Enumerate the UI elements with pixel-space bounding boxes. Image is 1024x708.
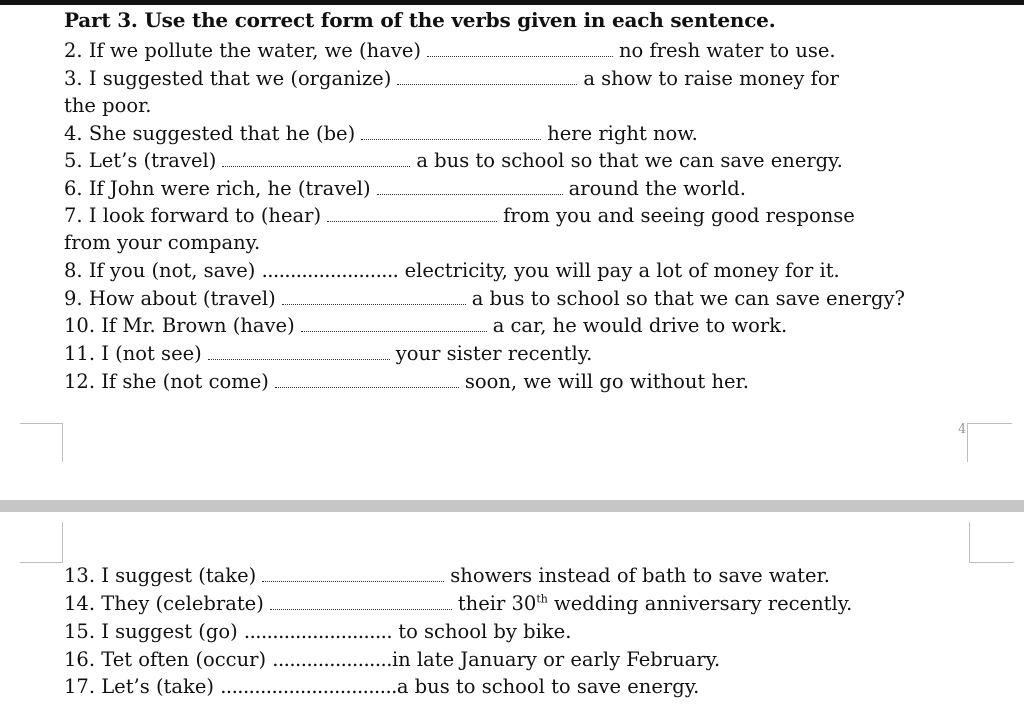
answer-blank[interactable]	[301, 330, 487, 332]
question-item: 4. She suggested that he (be) here right now.	[64, 122, 698, 145]
exercise-title: Part 3. Use the correct form of the verbs given in each sentence.	[64, 8, 776, 32]
margin-corner-mark	[20, 522, 63, 563]
answer-blank[interactable]	[327, 220, 497, 222]
page-number: 4	[958, 422, 967, 437]
question-item: 8. If you (not, save) ........................ electricity, you will pay a lot of money for it.	[64, 259, 840, 282]
margin-corner-mark	[967, 423, 1012, 462]
answer-blank[interactable]	[377, 193, 563, 195]
question-item: 3. I suggested that we (organize) a show to raise money for	[64, 67, 839, 90]
margin-corner-mark	[20, 423, 63, 462]
margin-corner-mark	[969, 522, 1014, 563]
answer-dots[interactable]: ...............................	[220, 675, 397, 698]
question-item: 6. If John were rich, he (travel) around the world.	[64, 177, 746, 200]
answer-blank[interactable]	[397, 83, 577, 85]
question-item: 2. If we pollute the water, we (have) no fresh water to use.	[64, 39, 836, 62]
question-item: 10. If Mr. Brown (have) a car, he would drive to work.	[64, 314, 788, 337]
answer-blank[interactable]	[275, 386, 459, 388]
answer-blank[interactable]	[262, 580, 444, 582]
answer-blank[interactable]	[427, 55, 613, 57]
question-continuation: from your company.	[64, 231, 261, 254]
question-item: 15. I suggest (go) .......................... to school by bike.	[64, 620, 572, 643]
answer-blank[interactable]	[270, 608, 452, 610]
question-item: 11. I (not see) your sister recently.	[64, 342, 593, 365]
answer-dots[interactable]: ..........................	[243, 620, 393, 643]
question-item: 7. I look forward to (hear) from you and seeing good response	[64, 204, 855, 227]
answer-blank[interactable]	[361, 138, 541, 140]
question-item: 17. Let’s (take) ...............................a bus to school to save energy.	[64, 675, 700, 698]
answer-dots[interactable]: .....................	[272, 648, 392, 671]
question-item: 5. Let’s (travel) a bus to school so that we can save energy.	[64, 149, 843, 172]
question-item: 12. If she (not come) soon, we will go without her.	[64, 370, 749, 393]
answer-blank[interactable]	[222, 165, 410, 167]
page-gap	[0, 500, 1024, 512]
question-continuation: the poor.	[64, 94, 152, 117]
answer-blank[interactable]	[282, 303, 466, 305]
question-item: 14. They (celebrate) their 30th wedding anniversary recently.	[64, 592, 853, 615]
question-item: 9. How about (travel) a bus to school so that we can save energy?	[64, 287, 905, 310]
answer-blank[interactable]	[208, 358, 390, 360]
question-item: 16. Tet often (occur) .....................in late January or early February.	[64, 648, 721, 671]
answer-dots[interactable]: ........................	[261, 259, 399, 282]
question-item: 13. I suggest (take) showers instead of bath to save water.	[64, 564, 830, 587]
